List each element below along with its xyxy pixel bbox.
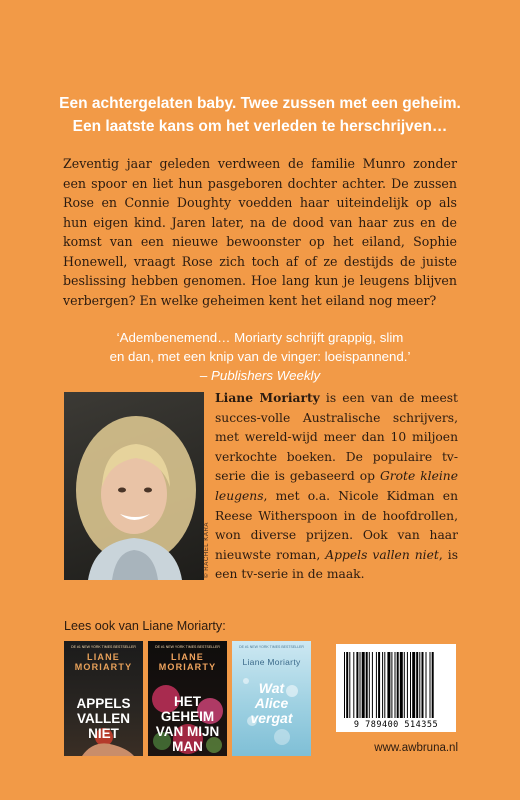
isbn-number: 9 789400 514355 [353,720,439,730]
bio-text-2: , met o.a. Nicole Kidman en Reese Witherspoon in de hoofdrollen, won diverse prijzen. Ook van haar nieuwste roman, [215,488,458,562]
book-cover-appels-vallen-niet [64,641,143,756]
photo-credit: © RACHEL KARA [204,521,210,578]
tagline-line-2: Een laatste kans om het verleden te herschrijven… [72,118,448,135]
cover-2-title-line: HET [174,694,201,709]
author-bio [215,388,458,585]
cover-1-author: LIANE MORIARTY [74,652,133,672]
quote-source: – Publishers Weekly [199,368,321,383]
cover-3-author: Liane Moriarty [242,657,301,667]
cover-1-title-line: VALLEN [77,711,130,726]
book-cover-wat-alice-vergat [232,641,311,756]
bio-text-3: , is een tv-serie in de maak. [215,547,459,582]
cover-1-tagline: DE #1 NEW YORK TIMES BESTSELLER [71,645,136,649]
cover-3-title-line: Alice [254,695,289,711]
tagline-line-1: Een achtergelaten baby. Twee zussen met een geheim. [59,95,461,112]
cover-1-title-line: NIET [88,726,119,741]
cover-2-tagline: DE #1 NEW YORK TIMES BESTSELLER [155,645,220,649]
cover-3-title-line: vergat [250,710,293,726]
review-quote [0,328,520,385]
isbn-barcode [336,644,456,732]
cover-2-title-line: MAN [172,739,203,754]
quote-line-2: en dan, met een knip van de vinger: loeispannend.’ [109,349,411,364]
cover-3-title-line: Wat [258,680,285,696]
bio-author-name: Liane Moriarty [215,390,320,405]
bio-title-2: Appels vallen niet [325,547,439,562]
barcode-bars [344,652,448,718]
publisher-website: www.awbruna.nl [374,742,458,754]
cover-3-tagline: DE #1 NEW YORK TIMES BESTSELLER [239,645,304,649]
cover-1-title-line: APPELS [76,696,131,711]
quote-line-1: ‘Adembenemend… Moriarty schrijft grappig, slim [116,330,404,345]
bio-text-1: is een van de meest succes-volle Australische schrijvers, met wereld-wijd meer dan 10 miljoen verkochte boeken. De populaire tv-serie die is gebaseerd op [215,391,458,484]
also-by-heading: Lees ook van Liane Moriarty: [64,619,226,633]
cover-2-title-line: VAN MIJN [155,724,220,739]
cover-2-author: LIANE MORIARTY [158,652,217,672]
cover-2-title-line: GEHEIM [160,709,215,724]
book-cover-het-geheim-van-mijn-man [148,641,227,756]
author-photo [64,392,204,580]
tagline [0,92,520,138]
bio-title-1: Grote kleine leugens [215,469,458,503]
blurb-text: Zeventig jaar geleden verdween de familie Munro zonder een spoor en liet hun pasgeboren dochter achter. De zussen Rose en Connie Doughty voedden haar uiteindelijk op als hun eigen kind. Jaren later, na de dood van haar zus en de komst van een nieuwe bewoonster op het eiland, Sophie Honewell, vraagt Rose zich toch af of ze destijds de juiste beslissing hebben genomen. Hoe lang kun je leugens blijven verbergen? En welke geheimen kent het eiland nog meer? [63,156,457,308]
